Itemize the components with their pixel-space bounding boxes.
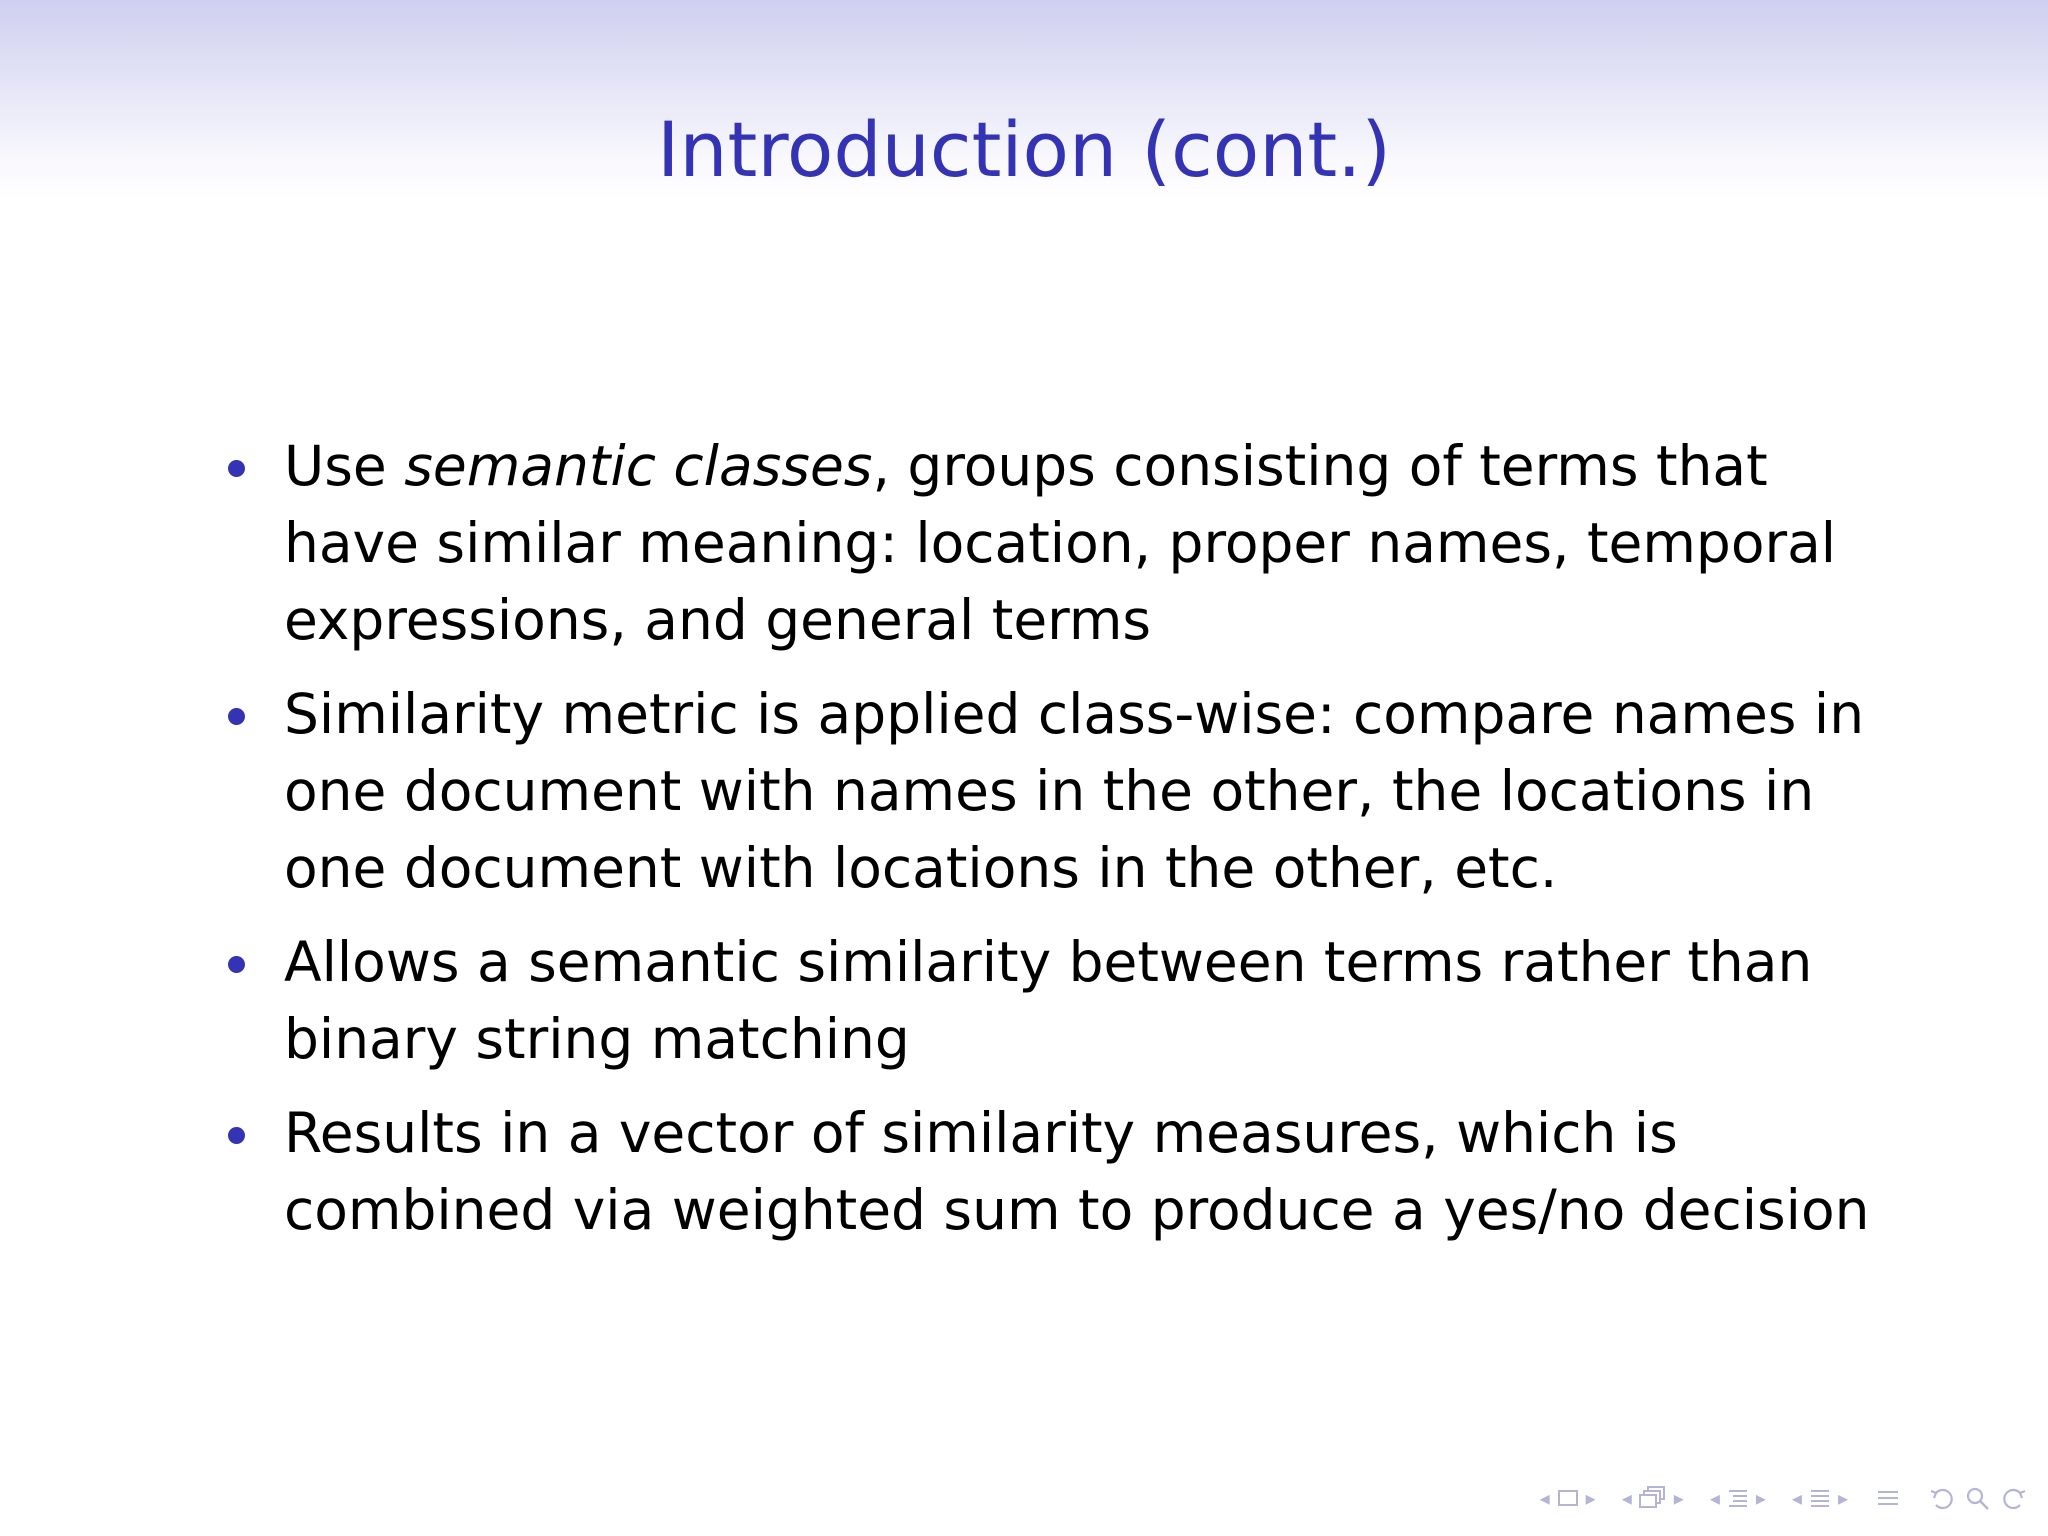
forward-icon[interactable]: [1998, 1485, 2028, 1511]
bullet-text-emphasis: semantic classes: [404, 434, 873, 498]
back-icon[interactable]: [1928, 1485, 1958, 1511]
nav-section-next-icon[interactable]: ▸: [1755, 1486, 1766, 1510]
bullet-item: [222, 676, 1902, 907]
bullet-icon: [228, 1127, 245, 1144]
nav-subsection-next-icon[interactable]: ▸: [1673, 1486, 1684, 1510]
nav-section-prev-icon[interactable]: ◂: [1709, 1486, 1720, 1510]
section-icon[interactable]: [1726, 1486, 1750, 1510]
bullet-item: [222, 428, 1902, 659]
search-icon[interactable]: [1964, 1485, 1992, 1511]
bullet-item: [222, 1095, 1902, 1249]
nav-document-prev-icon[interactable]: ◂: [1791, 1486, 1802, 1510]
subsection-icon[interactable]: [1638, 1485, 1668, 1511]
nav-subsection-prev-icon[interactable]: ◂: [1621, 1486, 1632, 1510]
bullet-text: Results in a vector of similarity measures, which is combined via weighted sum to produce a yes/no decision: [284, 1101, 1870, 1242]
nav-frame-next-icon[interactable]: ▸: [1585, 1486, 1596, 1510]
nav-frame-group: [1540, 1486, 1596, 1510]
beamer-navigation-bar: [1518, 1478, 2028, 1518]
bullet-list: [222, 428, 1902, 1266]
frame-icon[interactable]: [1556, 1488, 1580, 1508]
bullet-text: Similarity metric is applied class-wise: compare names in one document with names in the other, the locations in one document with locations in the other, etc.: [284, 682, 1865, 900]
bullet-text: Allows a semantic similarity between terms rather than binary string matching: [284, 930, 1813, 1071]
document-icon[interactable]: [1808, 1486, 1832, 1510]
alignment-icon[interactable]: [1874, 1486, 1902, 1510]
nav-frame-prev-icon[interactable]: ◂: [1539, 1486, 1550, 1510]
nav-alignment-group: [1874, 1486, 1902, 1510]
nav-document-next-icon[interactable]: ▸: [1837, 1486, 1848, 1510]
nav-section-group: [1710, 1486, 1766, 1510]
bullet-item: [222, 924, 1902, 1078]
bullet-text-post: , groups consisting of terms that have similar meaning: location, proper names, temporal expressions, and general terms: [284, 434, 1837, 652]
nav-subsection-group: [1622, 1485, 1684, 1511]
bullet-icon: [228, 708, 245, 725]
slide-title: Introduction (cont.): [656, 105, 1392, 194]
bullet-icon: [228, 460, 245, 477]
nav-document-group: [1792, 1486, 1848, 1510]
bullet-icon: [228, 956, 245, 973]
bullet-text-pre: Use: [284, 434, 405, 498]
nav-tools-group: [1928, 1485, 2028, 1511]
